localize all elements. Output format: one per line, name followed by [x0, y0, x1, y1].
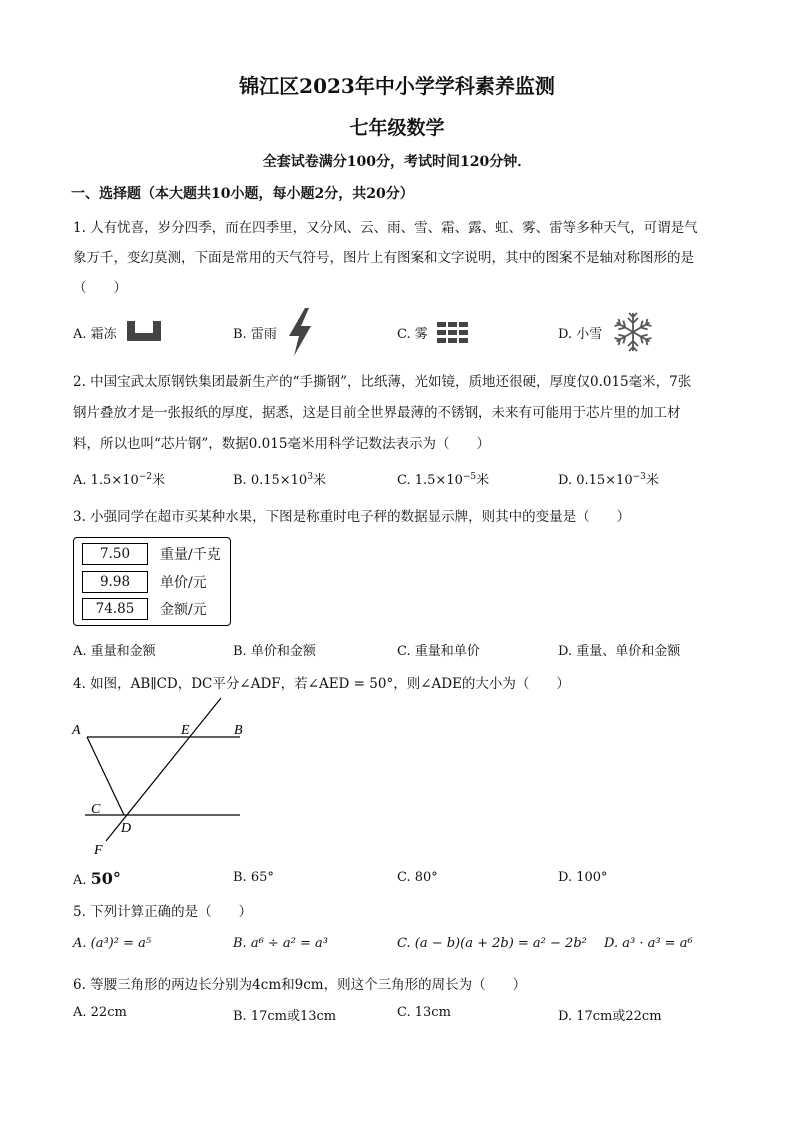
page-title: 锦江区2023年中小学学科素养监测: [239, 74, 555, 98]
q1-option-b[interactable]: B. 雷雨: [233, 327, 277, 342]
q4-option-d[interactable]: D. 100°: [558, 870, 608, 885]
section-heading: 一、选择题（本大题共10小题，每小题2分，共20分）: [71, 186, 414, 202]
q5-option-a[interactable]: A. (a³)² = a⁵: [73, 936, 152, 951]
q3-option-a[interactable]: A. 重量和金额: [73, 644, 156, 659]
label-b: B: [234, 723, 243, 738]
q6-option-a[interactable]: A. 22cm: [73, 1005, 127, 1020]
lightning-icon: [285, 306, 315, 358]
q1-option-d[interactable]: D. 小雪: [558, 327, 603, 342]
geometry-figure: [64, 694, 264, 860]
q2-line3: 料，所以也叫“芯片钢”，数据0.015毫米用科学记数法表示为（ ）: [73, 436, 490, 452]
label-f: F: [94, 843, 103, 858]
q1-line2: 象万千，变幻莫测，下面是常用的天气符号，图片上有图案和文字说明，其中的图案不是轴对称图形的是: [73, 250, 694, 266]
q1-option-a[interactable]: A. 霜冻: [73, 327, 117, 342]
scale-display: [73, 537, 231, 626]
q3-option-d[interactable]: D. 重量、单价和金额: [558, 644, 681, 659]
q2-line1: 2. 中国宝武太原钢铁集团最新生产的“手撕钢”，比纸薄，光如镜，质地还很硬，厚度仅0.015毫米，7张: [73, 374, 692, 390]
q4-option-b[interactable]: B. 65°: [233, 870, 274, 885]
q1-option-c[interactable]: C. 雾: [397, 327, 428, 342]
label-a: A: [72, 723, 81, 738]
page-subtitle: 七年级数学: [349, 117, 445, 139]
unit-price-label: 单价/元: [160, 575, 207, 591]
weight-label: 重量/千克: [160, 547, 221, 563]
q5-option-d[interactable]: D. a³ · a³ = a⁶: [604, 936, 693, 951]
q5-option-c[interactable]: C. (a − b)(a + 2b) = a² − 2b²: [397, 936, 587, 951]
q4-option-c[interactable]: C. 80°: [397, 870, 438, 885]
fog-icon: [437, 322, 471, 344]
label-c: C: [91, 802, 101, 817]
q5-option-b[interactable]: B. a⁶ ÷ a² = a³: [233, 936, 329, 951]
unit-price-value: 9.98: [82, 571, 148, 593]
weight-value: 7.50: [82, 543, 148, 565]
snowflake-icon: [611, 310, 655, 354]
q3-option-c[interactable]: C. 重量和单价: [397, 644, 480, 659]
q3-option-b[interactable]: B. 单价和金额: [233, 644, 316, 659]
q1-line3: （ ）: [73, 280, 127, 296]
q4-option-a[interactable]: A. 50°: [73, 869, 121, 888]
q2-option-c[interactable]: C. $1.5\times 10^{-5}$米: [397, 472, 490, 488]
amount-value: 74.85: [82, 598, 148, 620]
q4-stem: 4. 如图，AB∥CD，DC平分∠ADF，若∠AED = 50°，则∠ADE的大小为（ ）: [73, 676, 570, 692]
q2-option-b[interactable]: B. $0.15\times 10^3$米: [233, 472, 326, 488]
q2-line2: 钢片叠放才是一张报纸的厚度，据悉，这是目前全世界最薄的不锈钢，未来有可能用于芯片里的加工材: [73, 405, 681, 421]
q2-option-d[interactable]: D. $0.15\times 10^{-3}$米: [558, 472, 659, 488]
amount-label: 金额/元: [160, 602, 207, 618]
q6-stem: 6. 等腰三角形的两边长分别为4cm和9cm，则这个三角形的周长为（ ）: [73, 977, 527, 993]
q3-stem: 3. 小强同学在超市买某种水果，下图是称重时电子秤的数据显示牌，则其中的变量是（ ）: [73, 509, 631, 525]
exam-note: 全套试卷满分100分，考试时间120分钟．: [262, 154, 532, 170]
q6-option-d[interactable]: D. 17cm或22cm: [558, 1009, 662, 1024]
q5-stem: 5. 下列计算正确的是（ ）: [73, 904, 253, 920]
label-d: D: [121, 821, 132, 836]
q1-line1: 1. 人有忧喜，岁分四季，而在四季里，又分风、云、雨、雪、霜、露、虹、雾、雷等多种天气，可谓是气: [73, 220, 698, 236]
q6-option-b[interactable]: B. 17cm或13cm: [233, 1009, 337, 1024]
q2-option-a[interactable]: A. $1.5\times 10^{-2}$米: [73, 472, 166, 488]
label-e: E: [181, 723, 190, 738]
frost-icon: [125, 319, 165, 343]
line-fe: [106, 698, 221, 841]
q6-option-c[interactable]: C. 13cm: [397, 1005, 451, 1020]
